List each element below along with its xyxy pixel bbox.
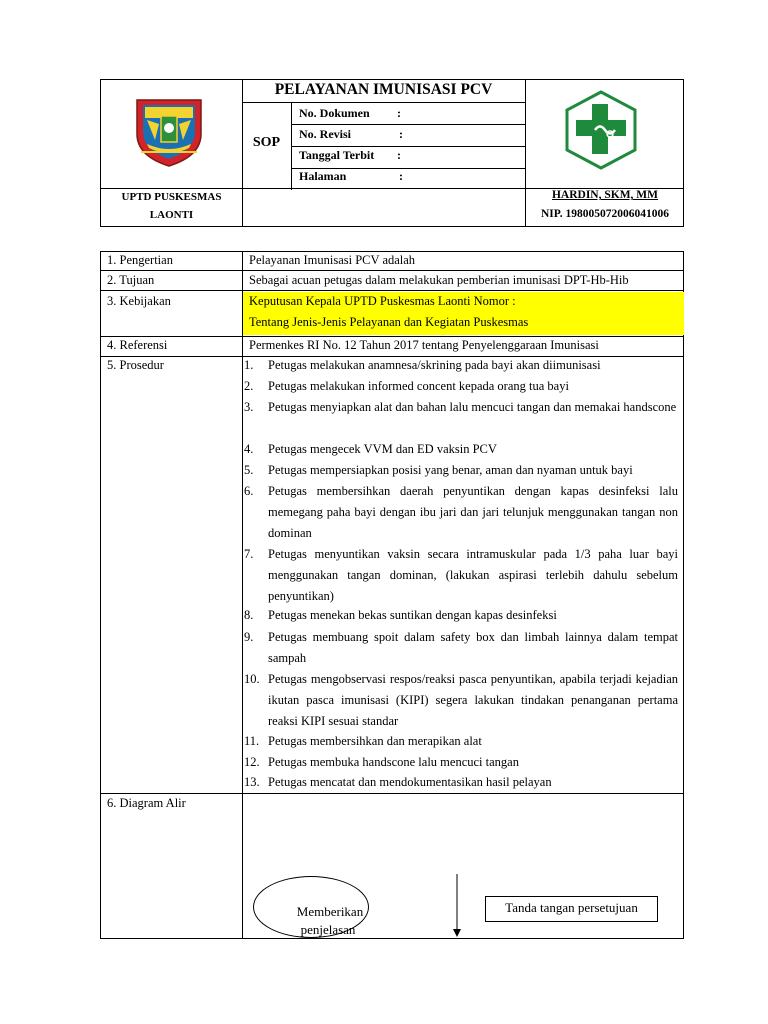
step-text: Petugas mengobservasi respos/reaksi pasca penyuntikan, apabila terjadi kejadian ikutan pasca imunisasi (KIPI) segera lakukan tindakan penanganan pertama reaksi KIPI sesuai standar [268, 672, 678, 728]
step-text: Petugas mengecek VVM dan ED vaksin PCV [268, 442, 497, 456]
pengertian-text: Pelayanan Imunisasi PCV adalah [249, 253, 416, 267]
step-number: 4. [244, 442, 254, 456]
row-label-tujuan: 2. Tujuan [107, 273, 155, 287]
step-text: Petugas melakukan anamnesa/skrining pada bayi akan diimunisasi [268, 358, 601, 372]
step-text: Petugas menyuntikan vaksin secara intramuskular pada 1/3 paha luar bayi menggunakan tangan dominan, (lakukan aspirasi terlebih dahulu sebelum penyuntikan) [268, 547, 678, 603]
flowchart-consent-box [485, 896, 658, 922]
header-table [100, 79, 684, 227]
step-text: Petugas melakukan informed concent kepada orang tua bayi [268, 379, 569, 393]
field-label: Tanggal Terbit [299, 148, 375, 162]
step-text: Petugas mencatat dan mendokumentasikan hasil pelayan [268, 775, 552, 789]
field-colon: : [399, 169, 403, 183]
field-tanggal-terbit [299, 148, 374, 163]
field-colon: : [397, 148, 401, 162]
step-number: 9. [244, 630, 254, 644]
tujuan-text: Sebagai acuan petugas dalam melakukan pemberian imunisasi DPT-Hb-Hib [249, 273, 629, 287]
referensi-text: Permenkes RI No. 12 Tahun 2017 tentang Penyelenggaraan Imunisasi [249, 338, 599, 352]
org-name-line1: UPTD PUSKESMAS [121, 191, 222, 203]
field-label: No. Revisi [299, 127, 351, 141]
step-text: Petugas membersihkan dan merapikan alat [268, 734, 482, 748]
flowchart-ellipse-line2: penjelasan [300, 922, 356, 937]
step-text: Petugas menekan bekas suntikan dengan kapas desinfeksi [268, 608, 557, 622]
step-number: 5. [244, 463, 254, 477]
step-number: 13. [244, 775, 260, 789]
step-number: 11. [244, 734, 260, 748]
step-number: 3. [244, 400, 254, 414]
step-text: Petugas membuka handscone lalu mencuci tangan [268, 755, 519, 769]
field-halaman [299, 169, 346, 184]
step-text: Petugas mempersiapkan posisi yang benar, aman dan nyaman untuk bayi [268, 463, 633, 477]
field-colon: : [399, 127, 403, 141]
step-number: 7. [244, 547, 254, 561]
step-number: 6. [244, 484, 254, 498]
signer-nip: NIP. 198005072006041006 [541, 208, 669, 220]
step-number: 1. [244, 358, 254, 372]
step-number: 2. [244, 379, 254, 393]
regional-emblem-logo [133, 94, 205, 173]
sop-content-table [100, 251, 684, 939]
step-number: 8. [244, 608, 254, 622]
step-number: 12. [244, 755, 260, 769]
field-label: Halaman [299, 169, 347, 183]
field-no-dokumen [299, 106, 370, 121]
row-label-diagram-alir: 6. Diagram Alir [107, 796, 186, 810]
puskesmas-cross-logo [565, 90, 637, 175]
step-text: Petugas membersihkan daerah penyuntikan dengan kapas desinfeksi lalu memegang paha bayi dengan ibu jari dan jari telunjuk menggunakan tangan non dominan [268, 484, 678, 540]
row-label-prosedur: 5. Prosedur [107, 358, 164, 372]
row-label-referensi: 4. Referensi [107, 338, 168, 352]
field-label: No. Dokumen [299, 106, 370, 120]
flowchart-arrow [451, 874, 463, 943]
step-number: 10. [244, 672, 260, 686]
document-title: PELAYANAN IMUNISASI PCV [274, 81, 493, 98]
org-name-line2: LAONTI [149, 209, 194, 221]
flowchart-box-text: Tanda tangan persetujuan [505, 900, 638, 915]
row-label-kebijakan: 3. Kebijakan [107, 294, 171, 308]
kebijakan-line2: Tentang Jenis-Jenis Pelayanan dan Kegiatan Puskesmas [249, 315, 529, 329]
step-text: Petugas membuang spoit dalam safety box dan limbah lainnya dalam tempat sampah [268, 630, 678, 665]
step-text: Petugas menyiapkan alat dan bahan lalu mencuci tangan dan memakai handscone [268, 400, 677, 414]
signer-name: HARDIN, SKM, MM [551, 189, 659, 201]
kebijakan-line1: Keputusan Kepala UPTD Puskesmas Laonti Nomor : [249, 294, 516, 308]
field-colon: : [397, 106, 401, 120]
sop-label: SOP [252, 135, 281, 150]
flowchart-ellipse-line1: Memberikan [296, 904, 364, 919]
row-label-pengertian: 1. Pengertian [107, 253, 173, 267]
field-no-revisi [299, 127, 351, 142]
